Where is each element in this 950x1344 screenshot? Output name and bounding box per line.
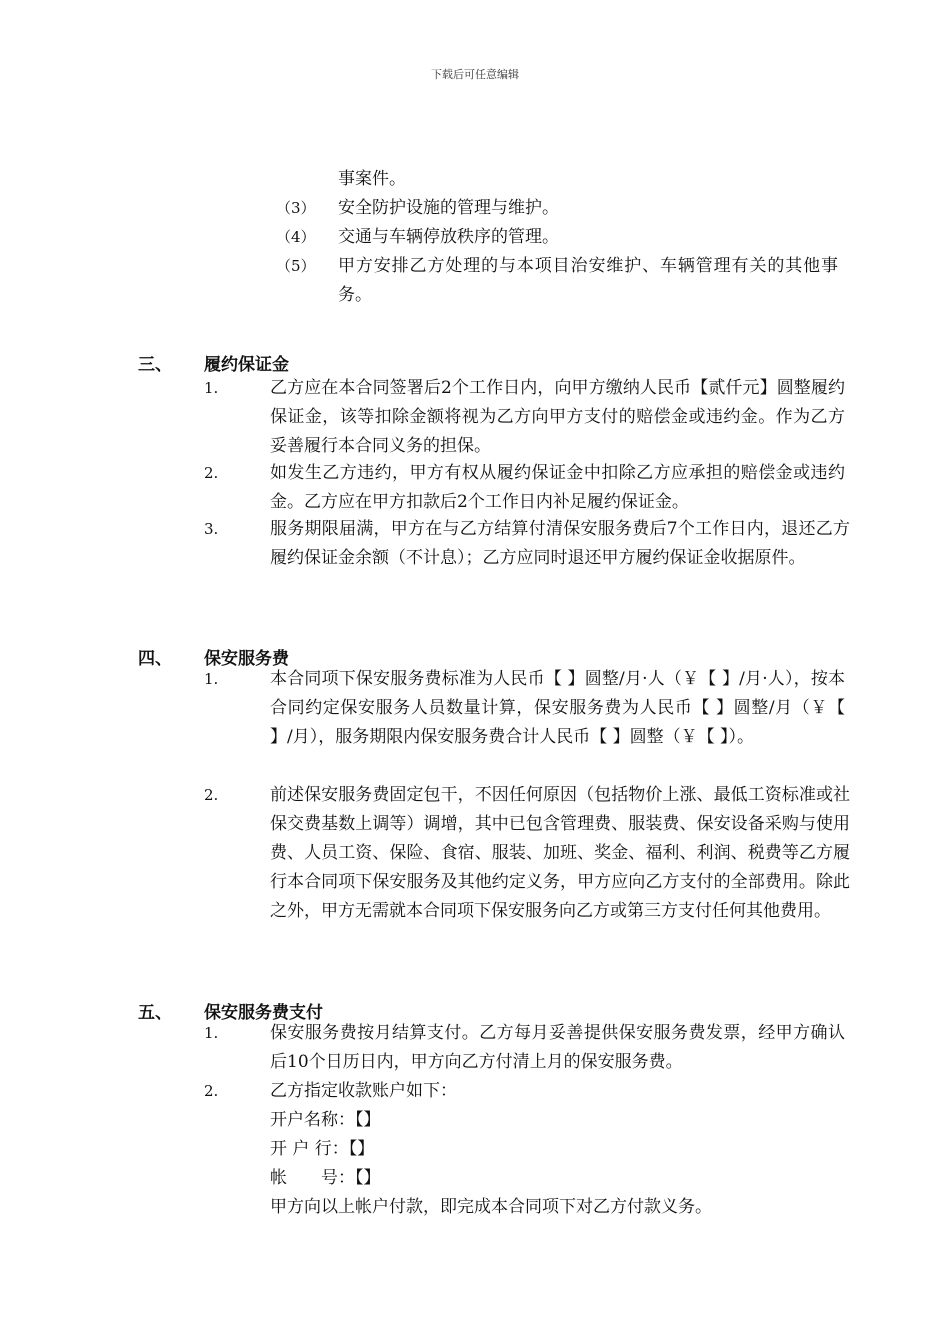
list-item-number: 1. [204, 1024, 219, 1042]
intro-continuation: 事案件。 [338, 169, 406, 189]
list-item-text: 前述保安服务费固定包干，不因任何原因（包括物价上涨、最低工资标准或社保交费基数上调等）调增，其中已包含管理费、服装费、保安设备采购与使用费、人员工资、保险、食宿、服装、加班、奖金、福利、利润、税费等乙方履行本合同项下保安服务及其他约定义务，甲方应向乙方支付的全部费用。除此之外，甲方无需就本合同项下保安服务向乙方或第三方支付任何其他费用。 [270, 785, 850, 921]
intro-item-text: 甲方安排乙方处理的与本项目治安维护、车辆管理有关的其他事务。 [338, 256, 838, 305]
list-item-number: 2. [204, 464, 219, 482]
closing-statement: 甲方向以上帐户付款，即完成本合同项下对乙方付款义务。 [270, 1197, 712, 1217]
account-name: 开户名称：【】 [270, 1110, 381, 1130]
list-item-number: 1. [204, 670, 219, 688]
intro-item-num: （4） [276, 228, 316, 246]
list-item-text: 服务期限届满，甲方在与乙方结算付清保安服务费后7个工作日内，退还乙方履约保证金余额（不计息）；乙方应同时退还甲方履约保证金收据原件。 [270, 519, 850, 568]
list-item-text: 如发生乙方违约，甲方有权从履约保证金中扣除乙方应承担的赔偿金或违约金。乙方应在甲方扣款后2个工作日内补足履约保证金。 [270, 463, 845, 512]
list-item-number: 2. [204, 1082, 219, 1100]
section-title: 履约保证金 [204, 355, 289, 375]
intro-item-num: （3） [276, 199, 316, 217]
account-number: 帐 号：【】 [270, 1168, 381, 1188]
list-item-number: 1. [204, 379, 219, 397]
list-item-text: 乙方应在本合同签署后2个工作日内，向甲方缴纳人民币【贰仟元】圆整履约保证金，该等扣除金额将视为乙方向甲方支付的赔偿金或违约金。作为乙方妥善履行本合同义务的担保。 [270, 378, 845, 456]
list-item-text: 本合同项下保安服务费标准为人民币【 】圆整/月·人（￥【 】/月·人），按本合同约定保安服务人员数量计算，保安服务费为人民币【 】圆整/月（￥【 】/月），服务期限内保安服务费合计人民币【 】圆整（￥【 】）。 [270, 669, 845, 747]
section-number: 四、 [138, 649, 172, 669]
account-bank: 开 户 行：【】 [270, 1139, 375, 1159]
list-item-number: 3. [204, 520, 219, 538]
intro-item-text: 交通与车辆停放秩序的管理。 [338, 227, 559, 247]
list-item-text: 乙方指定收款账户如下： [270, 1081, 457, 1101]
section-title: 保安服务费支付 [204, 1003, 323, 1023]
section-number: 三、 [138, 355, 172, 375]
intro-item-text: 安全防护设施的管理与维护。 [338, 198, 559, 218]
intro-item-num: （5） [276, 257, 316, 275]
list-item-text: 保安服务费按月结算支付。乙方每月妥善提供保安服务费发票，经甲方确认后10个日历日内，甲方向乙方付清上月的保安服务费。 [270, 1023, 845, 1072]
section-number: 五、 [138, 1003, 172, 1023]
page-header: 下载后可任意编辑 [431, 68, 519, 81]
list-item-number: 2. [204, 786, 219, 804]
section-title: 保安服务费 [204, 649, 289, 669]
